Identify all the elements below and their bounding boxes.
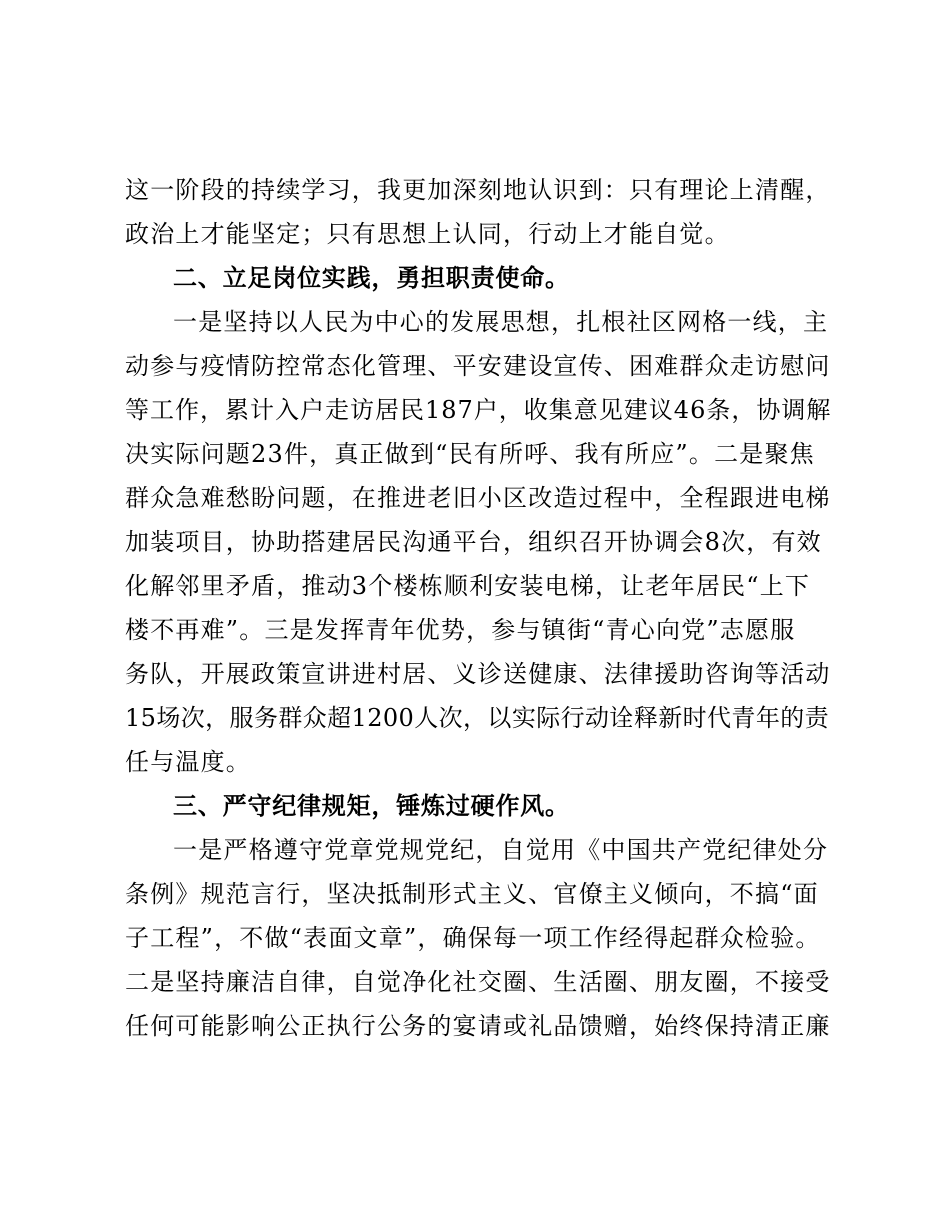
paragraph-line: 子工程”，不做“表面文章”，确保每一项工作经得起群众检验。 — [125, 924, 821, 952]
section-heading-3: 三、严守纪律规矩，锤炼过硬作风。 — [173, 792, 570, 820]
paragraph-line: 条例》规范言行，坚决抵制形式主义、官僚主义倾向，不搞“面 — [125, 880, 819, 908]
paragraph-line: 群众急难愁盼问题，在推进老旧小区改造过程中，全程跟进电梯 — [125, 484, 831, 512]
paragraph-line: 化解邻里矛盾，推动3个楼栋顺利安装电梯，让老年居民“上下 — [125, 572, 811, 600]
paragraph-line: 任何可能影响公正执行公务的宴请或礼品馈赠，始终保持清正廉 — [125, 1012, 831, 1040]
paragraph-line: 这一阶段的持续学习，我更加深刻地认识到：只有理论上清醒， — [125, 176, 831, 204]
paragraph-line: 决实际问题23件，真正做到“民有所呼、我有所应”。二是聚焦 — [125, 440, 815, 468]
paragraph-line: 加装项目，协助搭建居民沟通平台，组织召开协调会8次，有效 — [125, 528, 822, 556]
paragraph-line: 政治上才能坚定；只有思想上认同，行动上才能自觉。 — [125, 220, 730, 248]
paragraph-line: 楼不再难”。三是发挥青年优势，参与镇街“青心向党”志愿服 — [125, 616, 796, 644]
paragraph-line: 一是坚持以人民为中心的发展思想，扎根社区网格一线，主 — [173, 308, 829, 336]
section-heading-2: 二、立足岗位实践，勇担职责使命。 — [173, 264, 570, 292]
paragraph-line: 15场次，服务群众超1200人次，以实际行动诠释新时代青年的责 — [125, 704, 830, 732]
document-body — [125, 168, 833, 1048]
paragraph-line: 任与温度。 — [125, 748, 251, 776]
paragraph-line: 等工作，累计入户走访居民187户，收集意见建议46条，协调解 — [125, 396, 832, 424]
paragraph-line: 二是坚持廉洁自律，自觉净化社交圈、生活圈、朋友圈，不接受 — [125, 968, 831, 996]
paragraph-line: 务队，开展政策宣讲进村居、义诊送健康、法律援助咨询等活动 — [125, 660, 831, 688]
paragraph-line: 动参与疫情防控常态化管理、平安建设宣传、困难群众走访慰问 — [125, 352, 831, 380]
paragraph-line: 一是严格遵守党章党规党纪，自觉用《中国共产党纪律处分 — [173, 836, 829, 864]
